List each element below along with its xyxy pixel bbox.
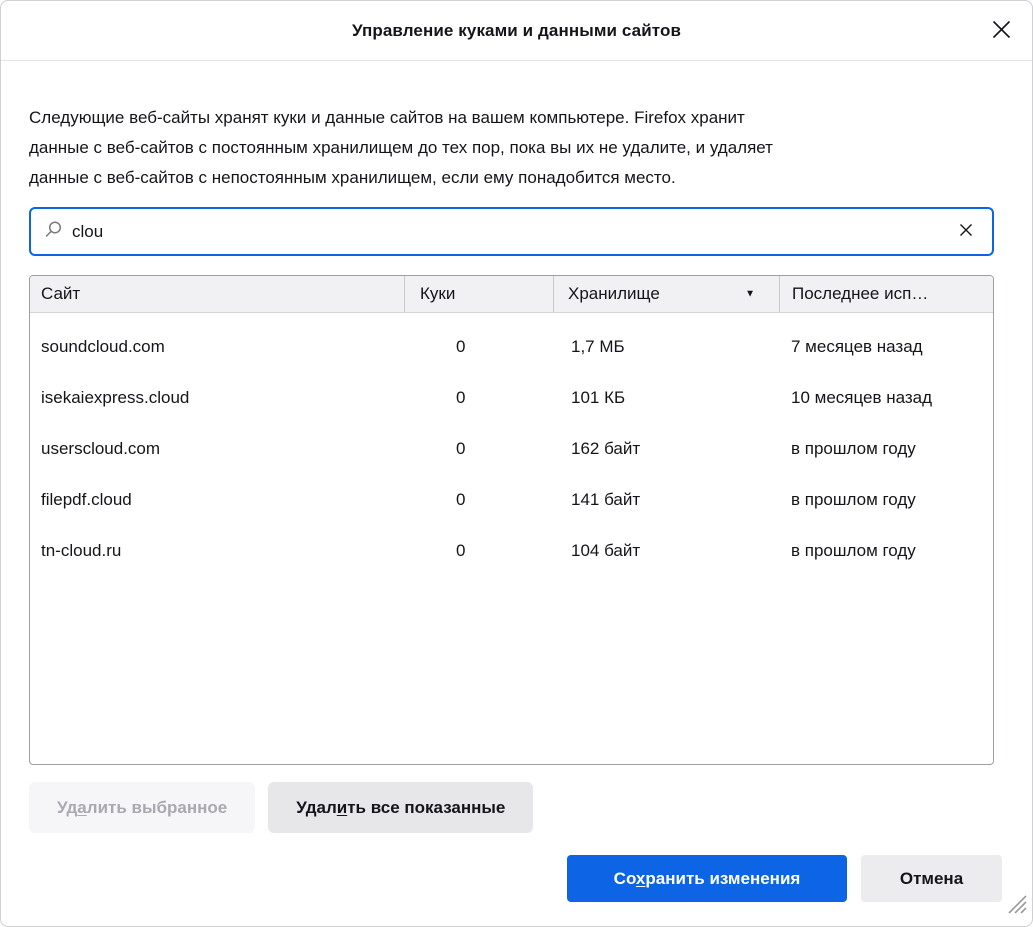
cell-site: tn-cloud.ru — [41, 540, 122, 560]
cell-last-used: 10 месяцев назад — [791, 387, 933, 407]
description-line: данные с веб-сайтов с непостоянным хранилищем, если ему понадобится место. — [29, 168, 676, 187]
button-accesskey: и — [336, 797, 348, 817]
cell-last-used: в прошлом году — [791, 489, 916, 509]
table-header-row — [30, 276, 993, 313]
site-data-table — [29, 275, 994, 765]
table-row[interactable] — [30, 474, 993, 525]
cell-site: isekaiexpress.cloud — [41, 387, 190, 407]
search-input[interactable] — [72, 222, 952, 242]
cell-site: soundcloud.com — [41, 336, 165, 356]
button-label-part: Удал — [296, 797, 337, 817]
button-accesskey: а — [77, 797, 87, 817]
button-label-part: ть все показанные — [347, 797, 506, 817]
table-row[interactable] — [30, 372, 993, 423]
search-box — [29, 207, 994, 256]
cell-storage: 162 байт — [571, 438, 641, 458]
table-body — [30, 313, 993, 576]
description-line: данные с веб-сайтов с постоянным хранилищем до тех пор, пока вы их не удалите, и удаляет — [29, 138, 773, 157]
cell-site: userscloud.com — [41, 438, 161, 458]
resize-grip[interactable] — [1007, 894, 1027, 919]
table-row[interactable] — [30, 321, 993, 372]
cell-last-used: в прошлом году — [791, 438, 916, 458]
description-line: Следующие веб-сайты хранят куки и данные сайтов на вашем компьютере. Firefox хранит — [29, 108, 745, 127]
cell-storage: 141 байт — [571, 489, 641, 509]
cell-cookies: 0 — [456, 336, 466, 356]
button-label-part: Уд — [57, 797, 78, 817]
dialog-footer — [1, 855, 1032, 902]
cancel-button[interactable] — [861, 855, 1002, 902]
list-actions — [29, 782, 1032, 833]
cell-storage: 104 байт — [571, 540, 641, 560]
sort-descending-icon: ▼ — [745, 288, 755, 300]
button-accesskey: х — [635, 868, 646, 888]
search-clear-button[interactable] — [952, 218, 980, 246]
column-header-label: Последнее исп… — [792, 284, 929, 303]
cell-storage: 101 КБ — [571, 387, 626, 407]
column-header-label: Хранилище — [568, 284, 660, 303]
column-header-cookies[interactable] — [404, 276, 553, 312]
cell-last-used: в прошлом году — [791, 540, 916, 560]
column-header-site[interactable] — [30, 276, 404, 312]
table-row[interactable] — [30, 525, 993, 576]
column-header-label: Куки — [420, 284, 456, 303]
remove-selected-button[interactable] — [29, 782, 255, 833]
close-icon — [991, 19, 1012, 43]
button-label-part: Со — [613, 868, 636, 888]
magnifier-icon — [44, 220, 63, 244]
column-header-label: Сайт — [41, 284, 81, 303]
cell-cookies: 0 — [456, 489, 466, 509]
cell-cookies: 0 — [456, 387, 466, 407]
button-label-part: лить выбранное — [86, 797, 228, 817]
x-clear-icon — [959, 223, 973, 240]
close-button[interactable] — [986, 16, 1016, 46]
save-changes-button[interactable] — [567, 855, 847, 902]
column-header-last-used[interactable] — [779, 276, 993, 312]
button-label: Отмена — [899, 868, 964, 888]
column-header-storage[interactable] — [553, 276, 779, 312]
dialog-titlebar — [1, 1, 1032, 61]
cell-cookies: 0 — [456, 540, 466, 560]
dialog-description — [29, 103, 1002, 193]
cell-last-used: 7 месяцев назад — [791, 336, 923, 356]
button-label-part: ранить изменения — [645, 868, 801, 888]
table-row[interactable] — [30, 423, 993, 474]
cell-cookies: 0 — [456, 438, 466, 458]
dialog-title: Управление куками и данными сайтов — [352, 20, 681, 40]
cell-site: filepdf.cloud — [41, 489, 132, 509]
remove-all-shown-button[interactable] — [268, 782, 533, 833]
cell-storage: 1,7 МБ — [571, 336, 625, 356]
